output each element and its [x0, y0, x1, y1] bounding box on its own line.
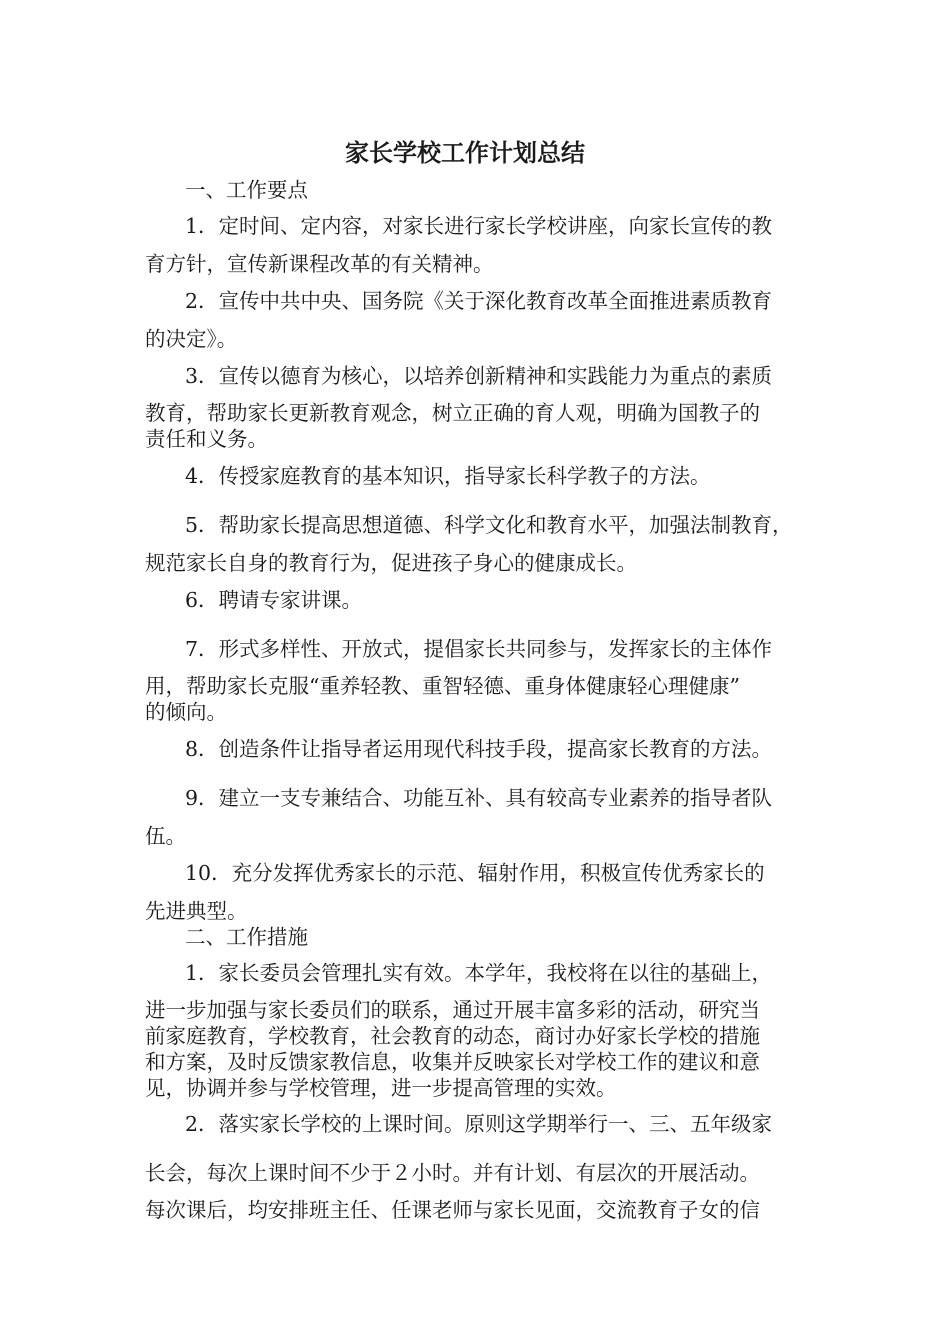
paragraph-line: 1．家长委员会管理扎实有效。本学年，我校将在以往的基础上，	[185, 961, 773, 985]
paragraph-line: 和方案，及时反馈家教信息，收集并反映家长对学校工作的建议和意	[145, 1050, 760, 1074]
paragraph-line: 前家庭教育，学校教育，社会教育的动态，商讨办好家长学校的措施	[145, 1024, 760, 1048]
paragraph-line: 规范家长自身的教育行为，促进孩子身心的健康成长。	[145, 551, 637, 575]
paragraph-line: 的决定》。	[145, 327, 238, 351]
paragraph-line: 1．定时间、定内容，对家长进行家长学校讲座，向家长宣传的教	[185, 214, 773, 238]
paragraph-line: 长会，每次上课时间不少于２小时。并有计划、有层次的开展活动。	[145, 1161, 760, 1185]
paragraph-line: 7．形式多样性、开放式，提倡家长共同参与，发挥家长的主体作	[185, 637, 773, 661]
paragraph-line: 9．建立一支专兼结合、功能互补、具有较高专业素养的指导者队	[185, 786, 773, 810]
paragraph-line: 2．宣传中共中央、国务院《关于深化教育改革全面推进素质教育	[185, 289, 773, 313]
paragraph-line: 3．宣传以德育为核心，以培养创新精神和实践能力为重点的素质	[185, 364, 773, 388]
paragraph-line: 10．充分发挥优秀家长的示范、辐射作用，积极宣传优秀家长的	[185, 861, 765, 885]
section-heading-key-points: 一、工作要点	[185, 178, 308, 202]
paragraph-line: 用，帮助家长克服“重养轻教、重智轻德、重身体健康轻心理健康”	[145, 674, 740, 698]
paragraph-line: 育方针，宣传新课程改革的有关精神。	[145, 252, 494, 276]
paragraph-line: 先进典型。	[145, 899, 248, 923]
paragraph-line: 伍。	[145, 824, 186, 848]
paragraph-line: 2．落实家长学校的上课时间。原则这学期举行一、三、五年级家	[185, 1112, 773, 1136]
paragraph-line: 4．传授家庭教育的基本知识，指导家长科学教子的方法。	[185, 464, 711, 488]
paragraph-line: 教育，帮助家长更新教育观念，树立正确的育人观，明确为国教子的	[145, 401, 760, 425]
paragraph-line: 责任和义务。	[145, 427, 268, 451]
paragraph-line: 见，协调并参与学校管理，进一步提高管理的实效。	[145, 1076, 617, 1100]
paragraph-line: 6．聘请专家讲课。	[185, 588, 363, 612]
paragraph-line: 每次课后，均安排班主任、任课老师与家长见面，交流教育子女的信	[145, 1198, 760, 1222]
paragraph-line: 5．帮助家长提高思想道德、科学文化和教育水平，加强法制教育，	[185, 513, 793, 537]
paragraph-line: 的倾向。	[145, 700, 227, 724]
section-heading-measures: 二、工作措施	[185, 925, 308, 949]
document-title: 家长学校工作计划总结	[345, 138, 585, 167]
paragraph-line: 进一步加强与家长委员们的联系，通过开展丰富多彩的活动，研究当	[145, 998, 760, 1022]
paragraph-line: 8．创造条件让指导者运用现代科技手段，提高家长教育的方法。	[185, 737, 773, 761]
